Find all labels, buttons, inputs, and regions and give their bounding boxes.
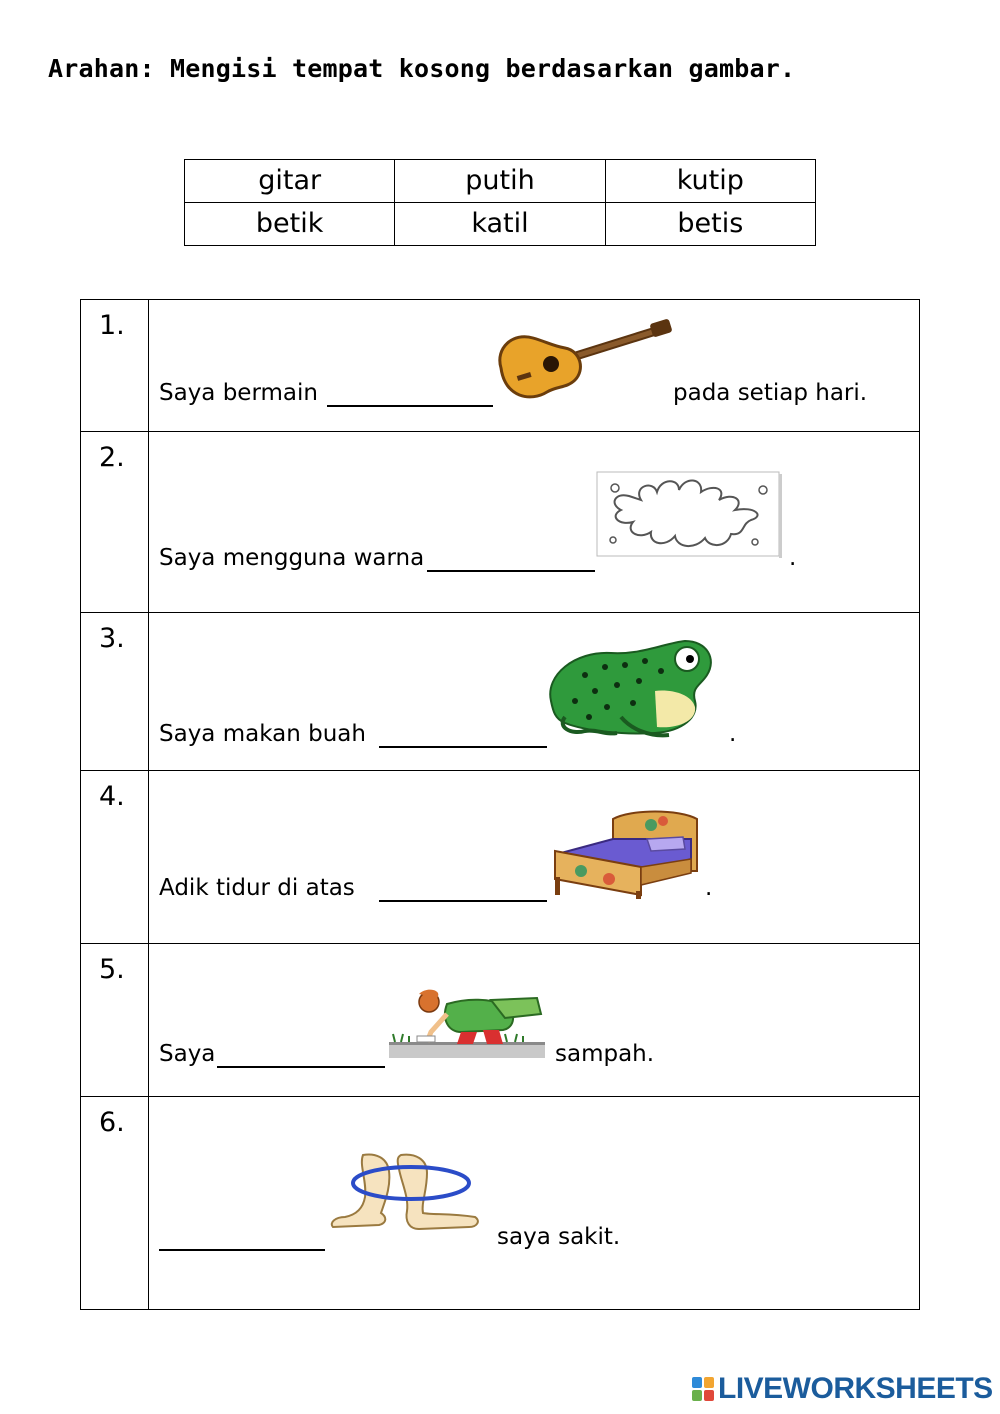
sentence-start: Saya makan buah xyxy=(159,721,366,747)
word-bank-row xyxy=(185,160,816,203)
question-body xyxy=(149,300,920,432)
question-row xyxy=(81,300,920,432)
sentence-end: . xyxy=(789,545,797,571)
instruction-heading: Arahan: Mengisi tempat kosong berdasarkan gambar. xyxy=(48,54,796,83)
answer-blank[interactable] xyxy=(159,1249,325,1251)
answer-blank[interactable] xyxy=(427,570,595,572)
question-number: 1. xyxy=(81,300,149,432)
guitar-icon xyxy=(491,318,673,406)
sentence-end: . xyxy=(705,875,713,901)
word-bank-cell: gitar xyxy=(185,160,395,203)
frog-icon xyxy=(545,631,719,741)
liveworksheets-brand: LIVEWORKSHEETS xyxy=(718,1372,993,1405)
word-bank-cell: putih xyxy=(395,160,605,203)
picking-trash-icon xyxy=(387,988,547,1064)
sentence-end: sampah. xyxy=(555,1041,655,1067)
question-row xyxy=(81,432,920,613)
question-number: 5. xyxy=(81,944,149,1097)
question-row xyxy=(81,771,920,944)
question-number: 3. xyxy=(81,613,149,771)
sentence-end: pada setiap hari. xyxy=(673,380,868,406)
liveworksheets-logo xyxy=(692,1372,993,1406)
answer-blank[interactable] xyxy=(217,1066,385,1068)
word-bank-cell: kutip xyxy=(605,160,815,203)
sentence-end: saya sakit. xyxy=(497,1224,621,1250)
bed-icon xyxy=(551,809,703,899)
sentence-start: Adik tidur di atas xyxy=(159,875,355,901)
question-number: 2. xyxy=(81,432,149,613)
word-bank-cell: betik xyxy=(185,203,395,246)
word-bank-cell: katil xyxy=(395,203,605,246)
question-body xyxy=(149,1097,920,1310)
question-row xyxy=(81,944,920,1097)
sentence-start: Saya xyxy=(159,1041,216,1067)
answer-blank[interactable] xyxy=(379,900,547,902)
word-bank-table xyxy=(184,159,816,246)
question-row xyxy=(81,613,920,771)
calf-legs-icon xyxy=(329,1151,489,1235)
question-body xyxy=(149,432,920,613)
sentence-end: . xyxy=(729,721,737,747)
answer-blank[interactable] xyxy=(379,746,547,748)
sentence-start: Saya bermain xyxy=(159,380,318,406)
question-body xyxy=(149,613,920,771)
word-bank-row xyxy=(185,203,816,246)
question-body xyxy=(149,944,920,1097)
question-row xyxy=(81,1097,920,1310)
question-body xyxy=(149,771,920,944)
word-bank-cell: betis xyxy=(605,203,815,246)
question-number: 6. xyxy=(81,1097,149,1310)
white-splash-icon xyxy=(595,470,783,560)
question-table xyxy=(80,299,920,1310)
liveworksheets-badge-icon xyxy=(692,1377,714,1401)
answer-blank[interactable] xyxy=(327,405,493,407)
question-number: 4. xyxy=(81,771,149,944)
sentence-start: Saya mengguna warna xyxy=(159,545,425,571)
